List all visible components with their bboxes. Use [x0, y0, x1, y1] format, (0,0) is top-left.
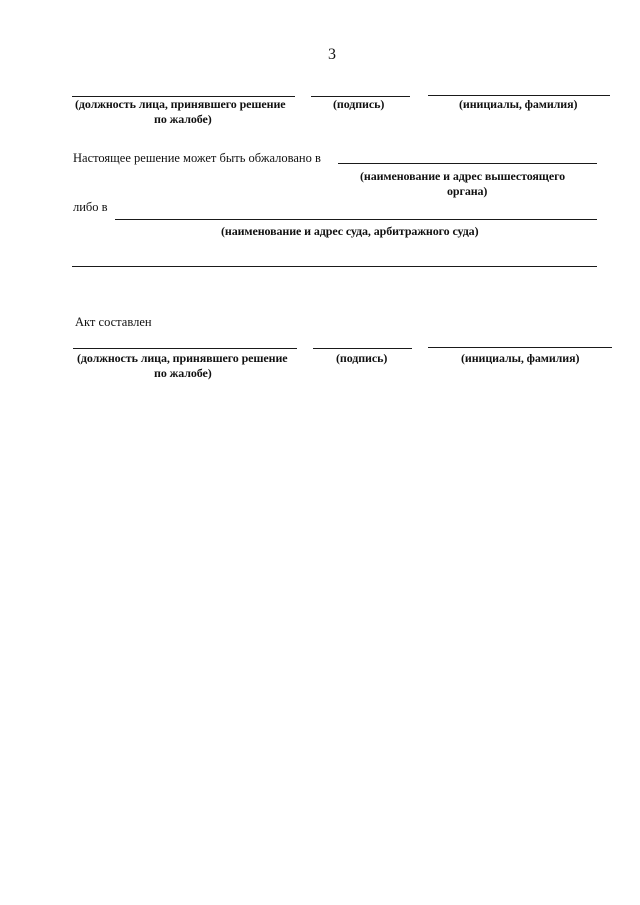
authority-caption-line2: органа) [447, 184, 488, 198]
signature-caption: (подпись) [336, 351, 388, 365]
authority-caption-line1: (наименование и адрес вышестоящего [360, 169, 566, 183]
name-field-line [428, 95, 610, 96]
name-caption: (инициалы, фамилия) [459, 97, 578, 111]
court-field-line-continued [72, 266, 597, 267]
name-field-line [428, 347, 612, 348]
authority-field-line [338, 163, 597, 164]
signature-field-line [313, 348, 412, 349]
position-caption-line1: (должность лица, принявшего решение [75, 97, 286, 111]
page-number: 3 [328, 46, 336, 63]
act-label: Акт составлен [75, 315, 152, 329]
position-field-line [73, 348, 297, 349]
appeal-text: Настоящее решение может быть обжаловано в [73, 151, 321, 165]
name-caption: (инициалы, фамилия) [461, 351, 580, 365]
signature-caption: (подпись) [333, 97, 385, 111]
court-field-line [115, 219, 597, 220]
position-caption-line2: по жалобе) [154, 112, 212, 126]
court-caption: (наименование и адрес суда, арбитражного суда) [221, 224, 479, 238]
alt-label: либо в [73, 200, 108, 214]
position-caption-line2: по жалобе) [154, 366, 212, 380]
position-caption-line1: (должность лица, принявшего решение [77, 351, 288, 365]
